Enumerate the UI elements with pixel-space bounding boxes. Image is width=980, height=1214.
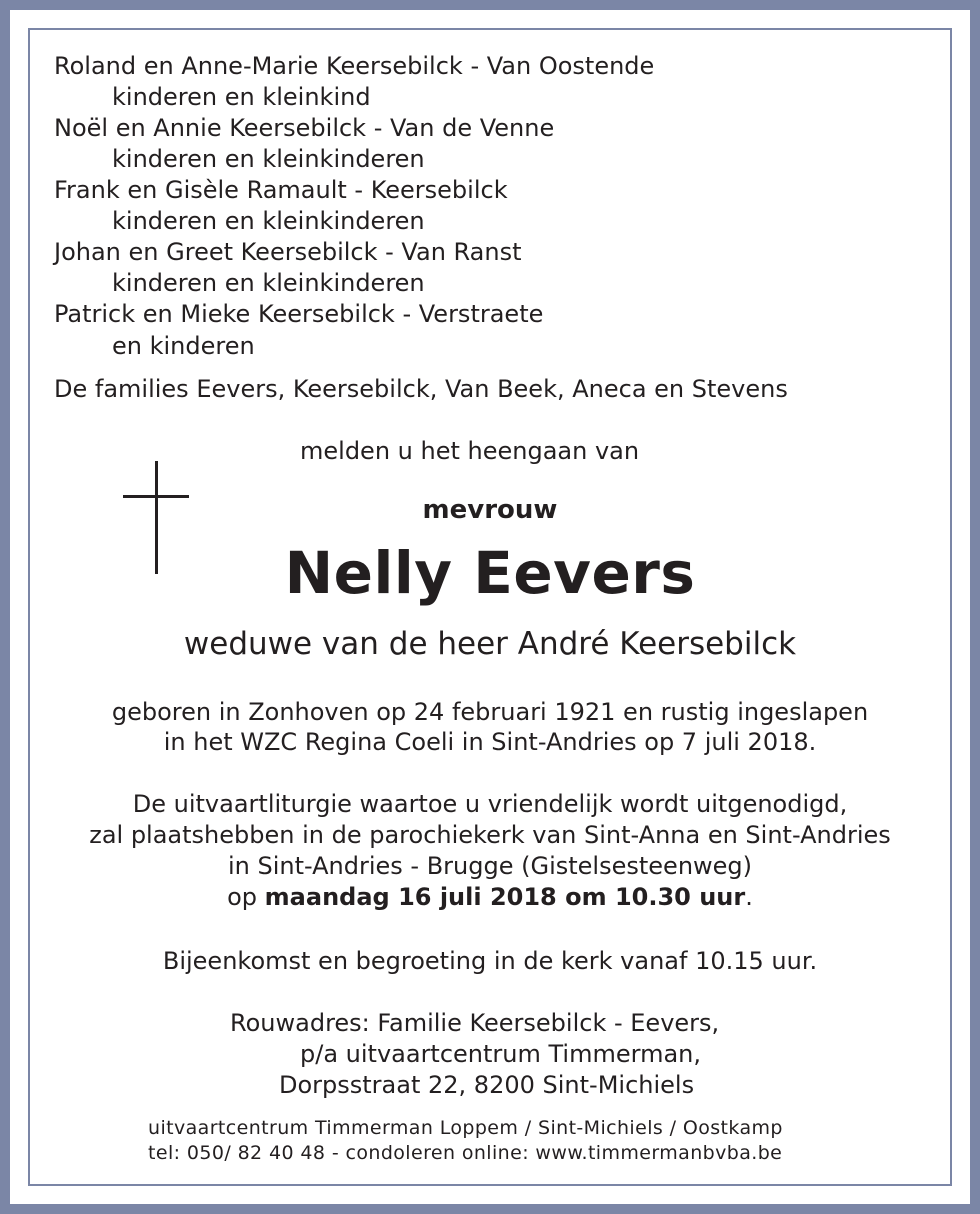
other-families: De families Eevers, Keersebilck, Van Beek, Aneca en Stevens: [54, 375, 788, 403]
family-line-5: Patrick en Mieke Keersebilck - Verstraete: [54, 300, 544, 328]
funeral-date-suffix: .: [745, 883, 753, 911]
family-line-3: Frank en Gisèle Ramault - Keersebilck: [54, 176, 508, 204]
family-sub-5: en kinderen: [112, 332, 255, 360]
funeral-line-2: zal plaatshebben in de parochiekerk van Sint-Anna en Sint-Andries: [89, 821, 891, 849]
announce-text: melden u het heengaan van: [300, 437, 640, 465]
family-line-1: Roland en Anne-Marie Keersebilck - Van Oostende: [54, 52, 655, 80]
address-line-2: p/a uitvaartcentrum Timmerman,: [300, 1040, 701, 1068]
family-line-4: Johan en Greet Keersebilck - Van Ranst: [54, 238, 522, 266]
birth-line: geboren in Zonhoven op 24 februari 1921 en rustig ingeslapen: [111, 698, 869, 726]
family-sub-2: kinderen en kleinkinderen: [112, 145, 425, 173]
family-sub-1: kinderen en kleinkind: [112, 83, 371, 111]
gathering-text: Bijeenkomst en begroeting in de kerk vanaf 10.15 uur.: [162, 947, 818, 975]
funeral-line-3: in Sint-Andries - Brugge (Gistelsesteenweg): [227, 852, 753, 880]
widow-of: weduwe van de heer André Keersebilck: [183, 626, 797, 662]
footer-contact: tel: 050/ 82 40 48 - condoleren online: www.timmermanbvba.be: [148, 1142, 783, 1164]
funeral-date-prefix: op: [227, 883, 265, 911]
funeral-date-line: [0, 882, 980, 912]
footer-funeral-home: uitvaartcentrum Timmerman Loppem / Sint-Michiels / Oostkamp: [148, 1117, 783, 1139]
address-line-1: Rouwadres: Familie Keersebilck - Eevers,: [230, 1009, 720, 1037]
family-sub-4: kinderen en kleinkinderen: [112, 269, 425, 297]
funeral-date: maandag 16 juli 2018 om 10.30 uur: [264, 883, 746, 911]
family-sub-3: kinderen en kleinkinderen: [112, 207, 425, 235]
family-line-2: Noël en Annie Keersebilck - Van de Venne: [54, 114, 555, 142]
address-line-3: Dorpsstraat 22, 8200 Sint-Michiels: [279, 1071, 695, 1099]
funeral-line-1: De uitvaartliturgie waartoe u vriendelijk wordt uitgenodigd,: [132, 790, 848, 818]
deceased-title: mevrouw: [422, 495, 558, 525]
death-line: in het WZC Regina Coeli in Sint-Andries op 7 juli 2018.: [163, 728, 817, 756]
deceased-name: Nelly Eevers: [284, 539, 696, 607]
